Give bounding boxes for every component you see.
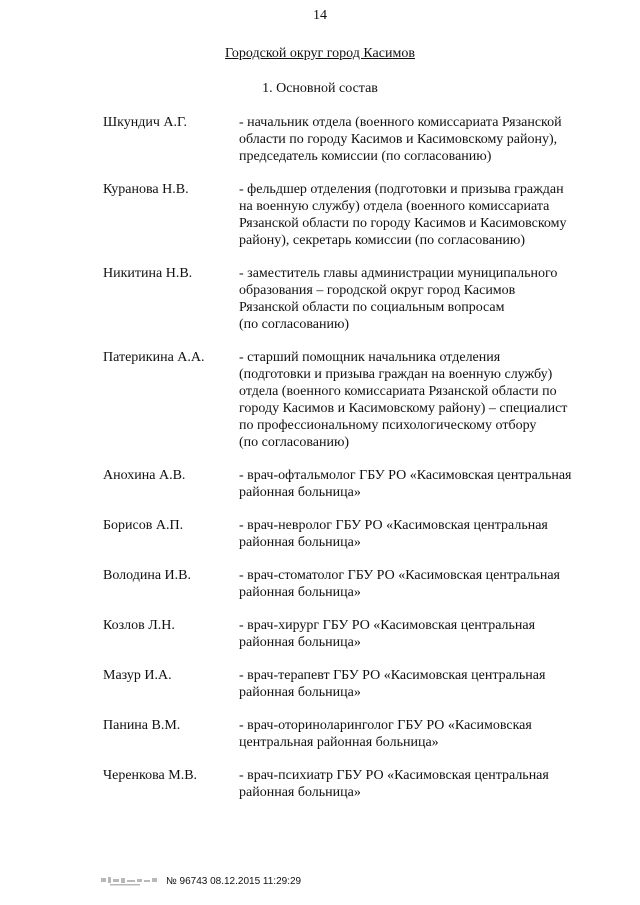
member-name: Борисов А.П. xyxy=(103,518,184,533)
member-name: Никитина Н.В. xyxy=(103,266,193,281)
member-row xyxy=(103,265,603,333)
member-name: Козлов Л.Н. xyxy=(103,618,175,633)
member-row xyxy=(103,467,603,501)
page-number: 14 xyxy=(313,8,327,23)
member-role: - начальник отдела (военного комиссариата Рязанской области по городу Касимов и Касимовскому району), председатель комиссии (по согласованию) xyxy=(239,115,562,164)
member-name: Володина И.В. xyxy=(103,568,192,583)
member-row xyxy=(103,667,603,701)
member-role: - старший помощник начальника отделения (подготовки и призыва граждан на военную службу) отдела (военного комиссариата Рязанской области по городу Касимов и Касимовскому району) – специалист по профессиональному психологическому отбору (по согласованию) xyxy=(239,350,568,450)
member-row xyxy=(103,114,603,165)
member-name: Анохина А.В. xyxy=(103,468,186,483)
member-name: Патерикина А.А. xyxy=(103,350,205,365)
section-title: 1. Основной состав xyxy=(262,81,378,96)
member-row xyxy=(103,567,603,601)
faint-stamp-mark xyxy=(100,874,160,888)
member-row xyxy=(103,717,603,751)
member-row xyxy=(103,517,603,551)
member-role: - врач-невролог ГБУ РО «Касимовская центральная районная больница» xyxy=(239,518,548,550)
member-name: Панина В.М. xyxy=(103,718,181,733)
document-title: Городской округ город Касимов xyxy=(225,46,415,61)
member-row xyxy=(103,617,603,651)
member-role: - врач-оториноларинголог ГБУ РО «Касимовская центральная районная больница» xyxy=(239,718,532,750)
member-row xyxy=(103,181,603,249)
registration-footer xyxy=(100,874,301,888)
member-name: Куранова Н.В. xyxy=(103,182,189,197)
member-role: - врач-психиатр ГБУ РО «Касимовская центральная районная больница» xyxy=(239,768,549,800)
member-row xyxy=(103,767,603,801)
member-name: Шкундич А.Г. xyxy=(103,115,187,130)
member-name: Черенкова М.В. xyxy=(103,768,198,783)
member-name: Мазур И.А. xyxy=(103,668,172,683)
registration-number: № 96743 08.12.2015 11:29:29 xyxy=(166,875,302,887)
member-role: - фельдшер отделения (подготовки и призыва граждан на военную службу) отдела (военного комиссариата Рязанской области по городу Касимов и Касимовскому району), секретарь комиссии (по согласованию) xyxy=(239,182,567,248)
member-role: - врач-терапевт ГБУ РО «Касимовская центральная районная больница» xyxy=(239,668,546,700)
members-list xyxy=(103,114,603,817)
member-role: - врач-офтальмолог ГБУ РО «Касимовская центральная районная больница» xyxy=(239,468,572,500)
member-role: - врач-хирург ГБУ РО «Касимовская центральная районная больница» xyxy=(239,618,536,650)
member-role: - врач-стоматолог ГБУ РО «Касимовская центральная районная больница» xyxy=(239,568,560,600)
member-row xyxy=(103,349,603,451)
member-role: - заместитель главы администрации муниципального образования – городской округ город Касимов Рязанской области по социальным вопросам (по согласованию) xyxy=(239,266,558,332)
